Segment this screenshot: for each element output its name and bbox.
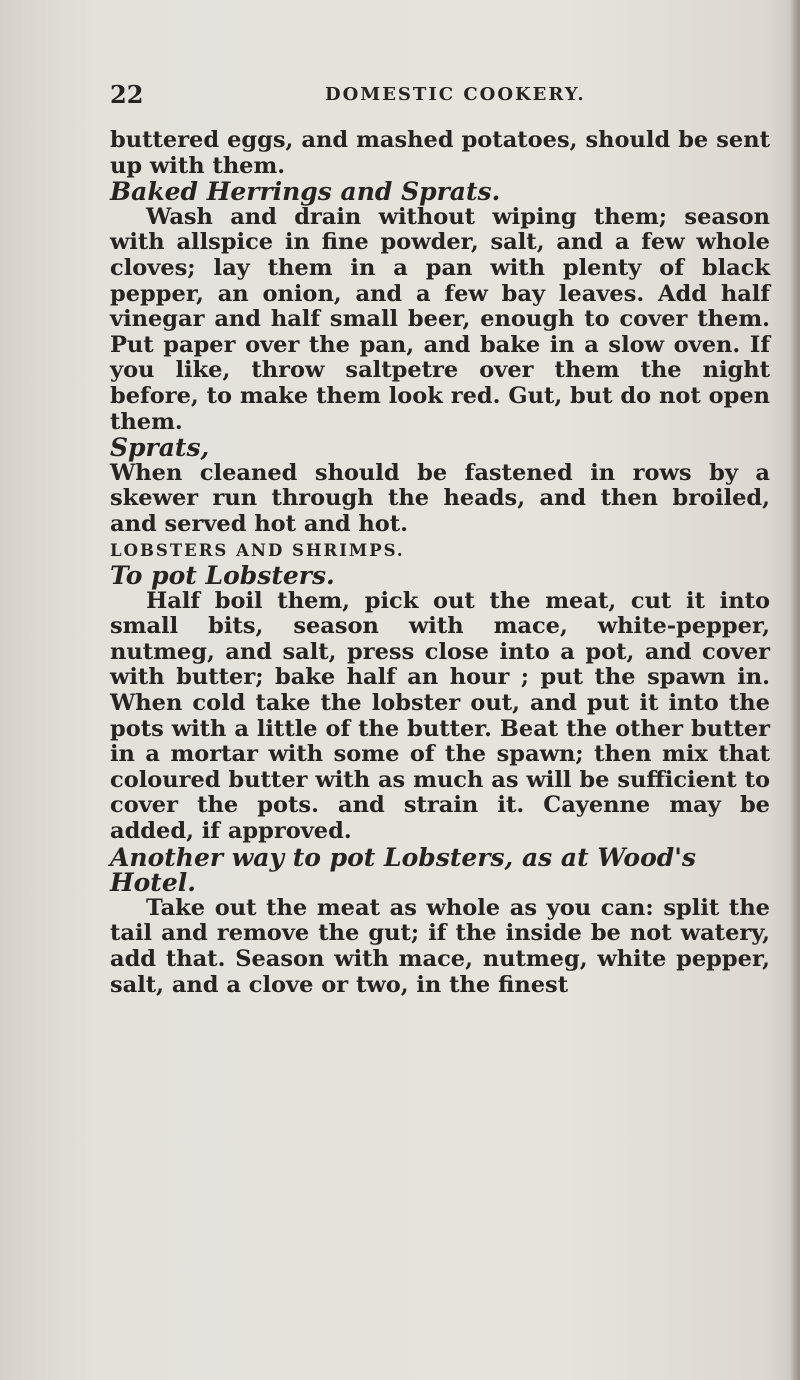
page-number: 22 xyxy=(110,80,144,109)
paragraph-woods-hotel: Take out the meat as whole as you can: split the tail and remove the gut; if the inside be not watery, add that. Season with mace, nutmeg, white pepper, salt, and a clove or two, in the finest xyxy=(110,894,770,998)
recipe-heading-woods-hotel-line1: Another way to pot Lobsters, as at Wood's xyxy=(110,842,696,872)
running-head: DOMESTIC COOKERY. xyxy=(325,84,586,105)
paragraph-pot-lobsters: Half boil them, pick out the meat, cut it into small bits, season with mace, white-pepper, nutmeg, and salt, press close into a pot, and cover with butter; bake half an hour ; put the spawn in. When cold take the lobster out, and put it into the pots with a little of the butter. Beat the other butter in a mortar with some of the spawn; then mix that coloured butter with as much as will be sufficient to cover the pots. and strain it. Cayenne may be added, if approved. xyxy=(110,587,770,845)
page-binding-edge xyxy=(790,0,800,1380)
paragraph-continuation: buttered eggs, and mashed potatoes, should be sent up with them. xyxy=(110,127,770,179)
body-text xyxy=(110,128,770,998)
page-header xyxy=(110,80,710,120)
recipe-heading-baked-herrings: Baked Herrings and Sprats. xyxy=(110,177,501,207)
recipe-heading-woods-hotel-line2: Hotel. xyxy=(110,868,196,898)
paragraph-sprats: When cleaned should be fastened in rows by a skewer run through the heads, and then broiled, and served hot and hot. xyxy=(110,459,770,537)
recipe-heading-pot-lobsters: To pot Lobsters. xyxy=(110,561,335,591)
section-heading-lobsters: LOBSTERS AND SHRIMPS. xyxy=(110,540,405,560)
paragraph-baked-herrings: Wash and drain without wiping them; season with allspice in fine powder, salt, and a few whole cloves; lay them in a pan with plenty of black pepper, an onion, and a few bay leaves. Add half vinegar and half small beer, enough to cover them. Put paper over the pan, and bake in a slow oven. If you like, throw saltpetre over them the night before, to make them look red. Gut, but do not open them. xyxy=(110,203,770,435)
recipe-heading-woods-hotel xyxy=(110,842,770,898)
recipe-heading-sprats: Sprats, xyxy=(110,433,210,463)
